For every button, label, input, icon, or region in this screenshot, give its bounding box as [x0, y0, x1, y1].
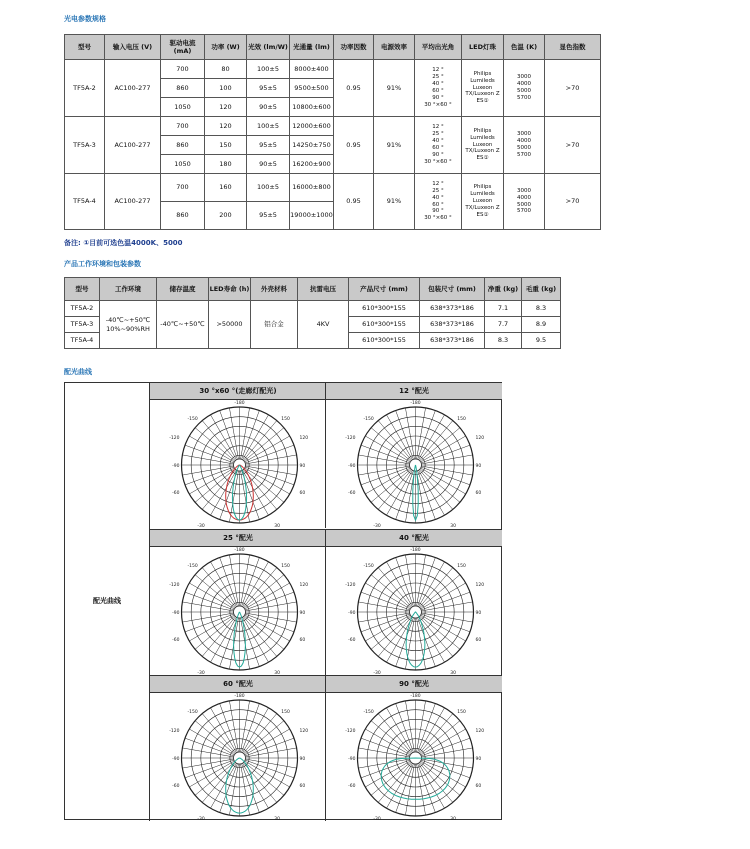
polar-tick-label: -90 — [348, 757, 356, 762]
polar-tick-label: 60 — [299, 491, 306, 496]
polar-tick-label: -150 — [363, 563, 374, 569]
polar-tick-label: -120 — [169, 435, 180, 441]
polar-tick-label: -150 — [363, 416, 374, 422]
polar-panel-title: 40 °配光 — [326, 530, 502, 547]
polar-spoke — [182, 602, 233, 611]
polar-tick-label: -90 — [348, 611, 356, 616]
section-title-optical: 光电参数规格 — [64, 15, 106, 23]
polar-tick-label: -120 — [169, 728, 180, 734]
table2-model: TF5A-2 — [65, 301, 100, 317]
polar-spoke — [229, 408, 238, 459]
polar-spoke — [358, 602, 409, 611]
polar-spoke — [245, 613, 296, 622]
polar-tick-label: -120 — [345, 435, 356, 441]
table1-cell: 12000±600 — [290, 117, 334, 136]
polar-tick-label: 150 — [281, 416, 290, 422]
table1-pf: 0.95 — [334, 117, 374, 174]
table1-voltage: AC100-277 — [105, 117, 161, 174]
polar-tick-label: 120 — [475, 435, 485, 441]
polar-tick-label: 60 — [475, 491, 482, 496]
polar-tick-label: 120 — [299, 728, 309, 734]
table2-size: 610*300*155 — [349, 317, 420, 333]
table1-pf: 0.95 — [334, 60, 374, 117]
table2-header: 包装尺寸 (mm) — [420, 278, 485, 301]
table1-cell: 95±5 — [247, 202, 290, 230]
table1-row — [65, 117, 601, 136]
polar-tick-label: 150 — [281, 709, 290, 715]
table2-material: 铝合金 — [251, 301, 298, 349]
polar-tick-label: 60 — [475, 784, 482, 789]
table2-pack: 638*373*186 — [420, 333, 485, 349]
polar-tick-label: -60 — [348, 491, 356, 496]
polar-spoke — [241, 555, 250, 606]
polar-spoke — [182, 455, 233, 464]
polar-tick-label: 60 — [299, 784, 306, 789]
table1-header: 功率 (W) — [205, 35, 247, 60]
table1-cell: 160 — [205, 174, 247, 202]
polar-tick-label: 30 — [450, 817, 457, 821]
light-distribution-box — [64, 382, 502, 820]
polar-spoke — [405, 408, 414, 459]
table1-cell: 19000±1000 — [290, 202, 334, 230]
table1-cell: 700 — [161, 174, 205, 202]
section-title-environment: 产品工作环境和包装参数 — [64, 260, 141, 268]
table2-header: 工作环境 — [100, 278, 157, 301]
polar-panel — [149, 675, 326, 821]
polar-tick-label: -180 — [234, 401, 245, 406]
note-text: 备注: ①目前可选色温4000K、5000 — [64, 239, 183, 247]
polar-panel — [149, 383, 326, 528]
polar-tick-label: 120 — [299, 435, 309, 441]
polar-spoke — [245, 748, 296, 757]
table2-header: 抗雷电压 — [298, 278, 349, 301]
table1-cell: 16200±900 — [290, 155, 334, 174]
section-title-curves: 配光曲线 — [64, 368, 92, 376]
table1-cell: 100 — [205, 79, 247, 98]
polar-tick-label: -30 — [197, 524, 205, 528]
table1-cell: 180 — [205, 155, 247, 174]
table1-led: Philips Lumileds Luxeon TX/Luxeon Z ES① — [462, 60, 504, 117]
table1-cell: 14250±750 — [290, 136, 334, 155]
polar-spoke — [405, 618, 414, 669]
table2-header: LED寿命 (h) — [209, 278, 251, 301]
table1-cell: 100±5 — [247, 174, 290, 202]
polar-tick-label: -150 — [187, 709, 198, 715]
table1-header: 平均出光角 — [415, 35, 462, 60]
table2-net: 8.3 — [485, 333, 522, 349]
polar-tick-label: -30 — [197, 817, 205, 821]
table1-voltage: AC100-277 — [105, 174, 161, 230]
polar-spoke — [241, 408, 250, 459]
table1-voltage: AC100-277 — [105, 60, 161, 117]
polar-tick-label: -180 — [234, 694, 245, 699]
polar-chart — [150, 693, 325, 821]
polar-spoke — [417, 555, 426, 606]
polar-spoke — [421, 455, 472, 464]
polar-tick-label: -30 — [373, 671, 381, 675]
polar-tick-label: 30 — [450, 671, 457, 675]
polar-tick-label: 90 — [475, 464, 482, 469]
polar-spoke — [421, 602, 472, 611]
polar-panel — [325, 675, 502, 821]
polar-spoke — [421, 613, 472, 622]
table1-cct: 3000 4000 5000 5700 — [504, 60, 545, 117]
polar-tick-label: 90 — [299, 611, 306, 616]
table1-cri: >70 — [545, 174, 601, 230]
table2-life: >50000 — [209, 301, 251, 349]
polar-tick-label: -150 — [363, 709, 374, 715]
polar-panel-title: 60 °配光 — [150, 676, 326, 693]
polar-tick-label: 120 — [299, 582, 309, 588]
table1-model: TF5A-4 — [65, 174, 105, 230]
polar-spoke — [229, 701, 238, 752]
polar-tick-label: -180 — [410, 401, 421, 406]
table1-cell: 95±5 — [247, 79, 290, 98]
table1-cell: 8000±400 — [290, 60, 334, 79]
polar-spoke — [358, 748, 409, 757]
polar-tick-label: -90 — [172, 611, 180, 616]
table1-cri: >70 — [545, 117, 601, 174]
polar-tick-label: 150 — [457, 709, 466, 715]
table1-header: 光效 (lm/W) — [247, 35, 290, 60]
polar-tick-label: -60 — [172, 491, 180, 496]
table1-cct: 3000 4000 5000 5700 — [504, 117, 545, 174]
table2-surge: 4KV — [298, 301, 349, 349]
table1-angles: 12 ° 25 ° 40 ° 60 ° 90 ° 30 °×60 ° — [415, 117, 462, 174]
table1-cri: >70 — [545, 60, 601, 117]
table1-header: 驱动电流 (mA) — [161, 35, 205, 60]
table1-cell: 95±5 — [247, 136, 290, 155]
polar-tick-label: 30 — [274, 817, 281, 821]
table1-cell: 100±5 — [247, 60, 290, 79]
table1-cell: 860 — [161, 79, 205, 98]
table1-angles: 12 ° 25 ° 40 ° 60 ° 90 ° 30 °×60 ° — [415, 174, 462, 230]
polar-spoke — [358, 613, 409, 622]
polar-spoke — [229, 555, 238, 606]
table1-cell: 150 — [205, 136, 247, 155]
polar-panel-title: 30 °x60 °(走廊灯配光) — [150, 383, 326, 400]
table1-led: Philips Lumileds Luxeon TX/Luxeon Z ES① — [462, 117, 504, 174]
polar-spoke — [417, 408, 426, 459]
table1-cell: 9500±500 — [290, 79, 334, 98]
table1-row — [65, 60, 601, 79]
polar-tick-label: -120 — [345, 582, 356, 588]
table1-cell: 80 — [205, 60, 247, 79]
polar-tick-label: 90 — [475, 611, 482, 616]
table2-gross: 8.9 — [522, 317, 561, 333]
polar-tick-label: -30 — [373, 524, 381, 528]
polar-panel-title: 25 °配光 — [150, 530, 326, 547]
polar-tick-label: -60 — [348, 638, 356, 643]
polar-spoke — [405, 701, 414, 752]
table2-size: 610*300*155 — [349, 333, 420, 349]
table2-gross: 8.3 — [522, 301, 561, 317]
polar-spoke — [182, 466, 233, 475]
table2-env: -40℃~+50℃ 10%~90%RH — [100, 301, 157, 349]
table2-storage: -40℃~+50℃ — [157, 301, 209, 349]
table1-header: LED灯珠 — [462, 35, 504, 60]
polar-tick-label: -30 — [373, 817, 381, 821]
polar-spoke — [245, 602, 296, 611]
polar-chart — [150, 547, 325, 675]
polar-tick-label: 150 — [457, 416, 466, 422]
table1-cct: 3000 4000 5000 5700 — [504, 174, 545, 230]
polar-spoke — [405, 764, 414, 815]
table2-size: 610*300*155 — [349, 301, 420, 317]
polar-tick-label: -150 — [187, 416, 198, 422]
polar-panel-title: 90 °配光 — [326, 676, 502, 693]
polar-tick-label: -150 — [187, 563, 198, 569]
table1-model: TF5A-3 — [65, 117, 105, 174]
polar-panel — [149, 529, 326, 675]
table1-cell: 860 — [161, 136, 205, 155]
polar-tick-label: -90 — [172, 464, 180, 469]
table1-header: 型号 — [65, 35, 105, 60]
polar-chart — [326, 693, 501, 821]
table1-cell: 700 — [161, 60, 205, 79]
polar-spoke — [417, 618, 426, 669]
polar-panel — [325, 383, 502, 528]
table1-cell: 1050 — [161, 98, 205, 117]
table1-model: TF5A-2 — [65, 60, 105, 117]
polar-chart — [326, 400, 501, 528]
table1-cell: 10800±600 — [290, 98, 334, 117]
polar-tick-label: 120 — [475, 582, 485, 588]
table2-header: 毛重 (kg) — [522, 278, 561, 301]
polar-tick-label: 120 — [475, 728, 485, 734]
table1-cell: 120 — [205, 98, 247, 117]
polar-tick-label: 30 — [450, 524, 457, 528]
polar-tick-label: -180 — [410, 694, 421, 699]
polar-spoke — [245, 466, 296, 475]
polar-tick-label: 90 — [299, 464, 306, 469]
table1-row — [65, 174, 601, 202]
table1-cell: 90±5 — [247, 98, 290, 117]
environment-table — [64, 277, 561, 349]
polar-chart — [326, 547, 501, 675]
polar-tick-label: 90 — [475, 757, 482, 762]
polar-tick-label: -120 — [345, 728, 356, 734]
table1-led: Philips Lumileds Luxeon TX/Luxeon Z ES① — [462, 174, 504, 230]
polar-tick-label: -60 — [172, 638, 180, 643]
table2-net: 7.1 — [485, 301, 522, 317]
polar-tick-label: 150 — [457, 563, 466, 569]
optical-spec-table — [64, 34, 601, 230]
polar-tick-label: -180 — [234, 548, 245, 553]
table2-header: 型号 — [65, 278, 100, 301]
polar-spoke — [405, 555, 414, 606]
polar-tick-label: -180 — [410, 548, 421, 553]
table1-header: 电源效率 — [374, 35, 415, 60]
table1-cell: 200 — [205, 202, 247, 230]
polar-spoke — [241, 701, 250, 752]
table1-cell: 860 — [161, 202, 205, 230]
polar-tick-label: -120 — [169, 582, 180, 588]
table1-header: 功率因数 — [334, 35, 374, 60]
table2-header: 产品尺寸 (mm) — [349, 278, 420, 301]
table2-header: 外壳材料 — [251, 278, 298, 301]
table1-cell: 120 — [205, 117, 247, 136]
table1-header: 输入电压 (V) — [105, 35, 161, 60]
polar-spoke — [245, 759, 296, 768]
polar-panel-title: 12 °配光 — [326, 383, 502, 400]
table2-row — [65, 301, 561, 317]
table2-model: TF5A-4 — [65, 333, 100, 349]
polar-spoke — [245, 455, 296, 464]
table2-pack: 638*373*186 — [420, 317, 485, 333]
table1-angles: 12 ° 25 ° 40 ° 60 ° 90 ° 30 °×60 ° — [415, 60, 462, 117]
polar-tick-label: 90 — [299, 757, 306, 762]
table2-header: 净重 (kg) — [485, 278, 522, 301]
table1-pf: 0.95 — [334, 174, 374, 230]
table1-cell: 90±5 — [247, 155, 290, 174]
polar-spoke — [421, 466, 472, 475]
table1-eff: 91% — [374, 174, 415, 230]
polar-tick-label: -60 — [172, 784, 180, 789]
table2-net: 7.7 — [485, 317, 522, 333]
table2-gross: 9.5 — [522, 333, 561, 349]
polar-spoke — [182, 748, 233, 757]
table1-eff: 91% — [374, 60, 415, 117]
polar-spoke — [421, 748, 472, 757]
table2-pack: 638*373*186 — [420, 301, 485, 317]
polar-spoke — [358, 466, 409, 475]
polar-tick-label: 30 — [274, 671, 281, 675]
table2-model: TF5A-3 — [65, 317, 100, 333]
polar-tick-label: -30 — [197, 671, 205, 675]
table1-cell: 1050 — [161, 155, 205, 174]
polar-tick-label: 60 — [299, 638, 306, 643]
table1-header: 色温 (K) — [504, 35, 545, 60]
polar-spoke — [182, 759, 233, 768]
polar-tick-label: -90 — [172, 757, 180, 762]
polar-spoke — [358, 455, 409, 464]
polar-tick-label: -90 — [348, 464, 356, 469]
table1-eff: 91% — [374, 117, 415, 174]
curve-label: 配光曲线 — [65, 383, 150, 819]
polar-spoke — [417, 701, 426, 752]
table1-cell: 700 — [161, 117, 205, 136]
polar-tick-label: 60 — [475, 638, 482, 643]
table1-cell: 16000±800 — [290, 174, 334, 202]
polar-chart — [150, 400, 325, 528]
polar-panel — [325, 529, 502, 675]
polar-tick-label: -60 — [348, 784, 356, 789]
table1-header: 光通量 (lm) — [290, 35, 334, 60]
table2-header: 储存温度 — [157, 278, 209, 301]
polar-tick-label: 30 — [274, 524, 281, 528]
polar-spoke — [417, 764, 426, 815]
polar-tick-label: 150 — [281, 563, 290, 569]
table1-header: 显色指数 — [545, 35, 601, 60]
table1-cell: 100±5 — [247, 117, 290, 136]
polar-spoke — [182, 613, 233, 622]
